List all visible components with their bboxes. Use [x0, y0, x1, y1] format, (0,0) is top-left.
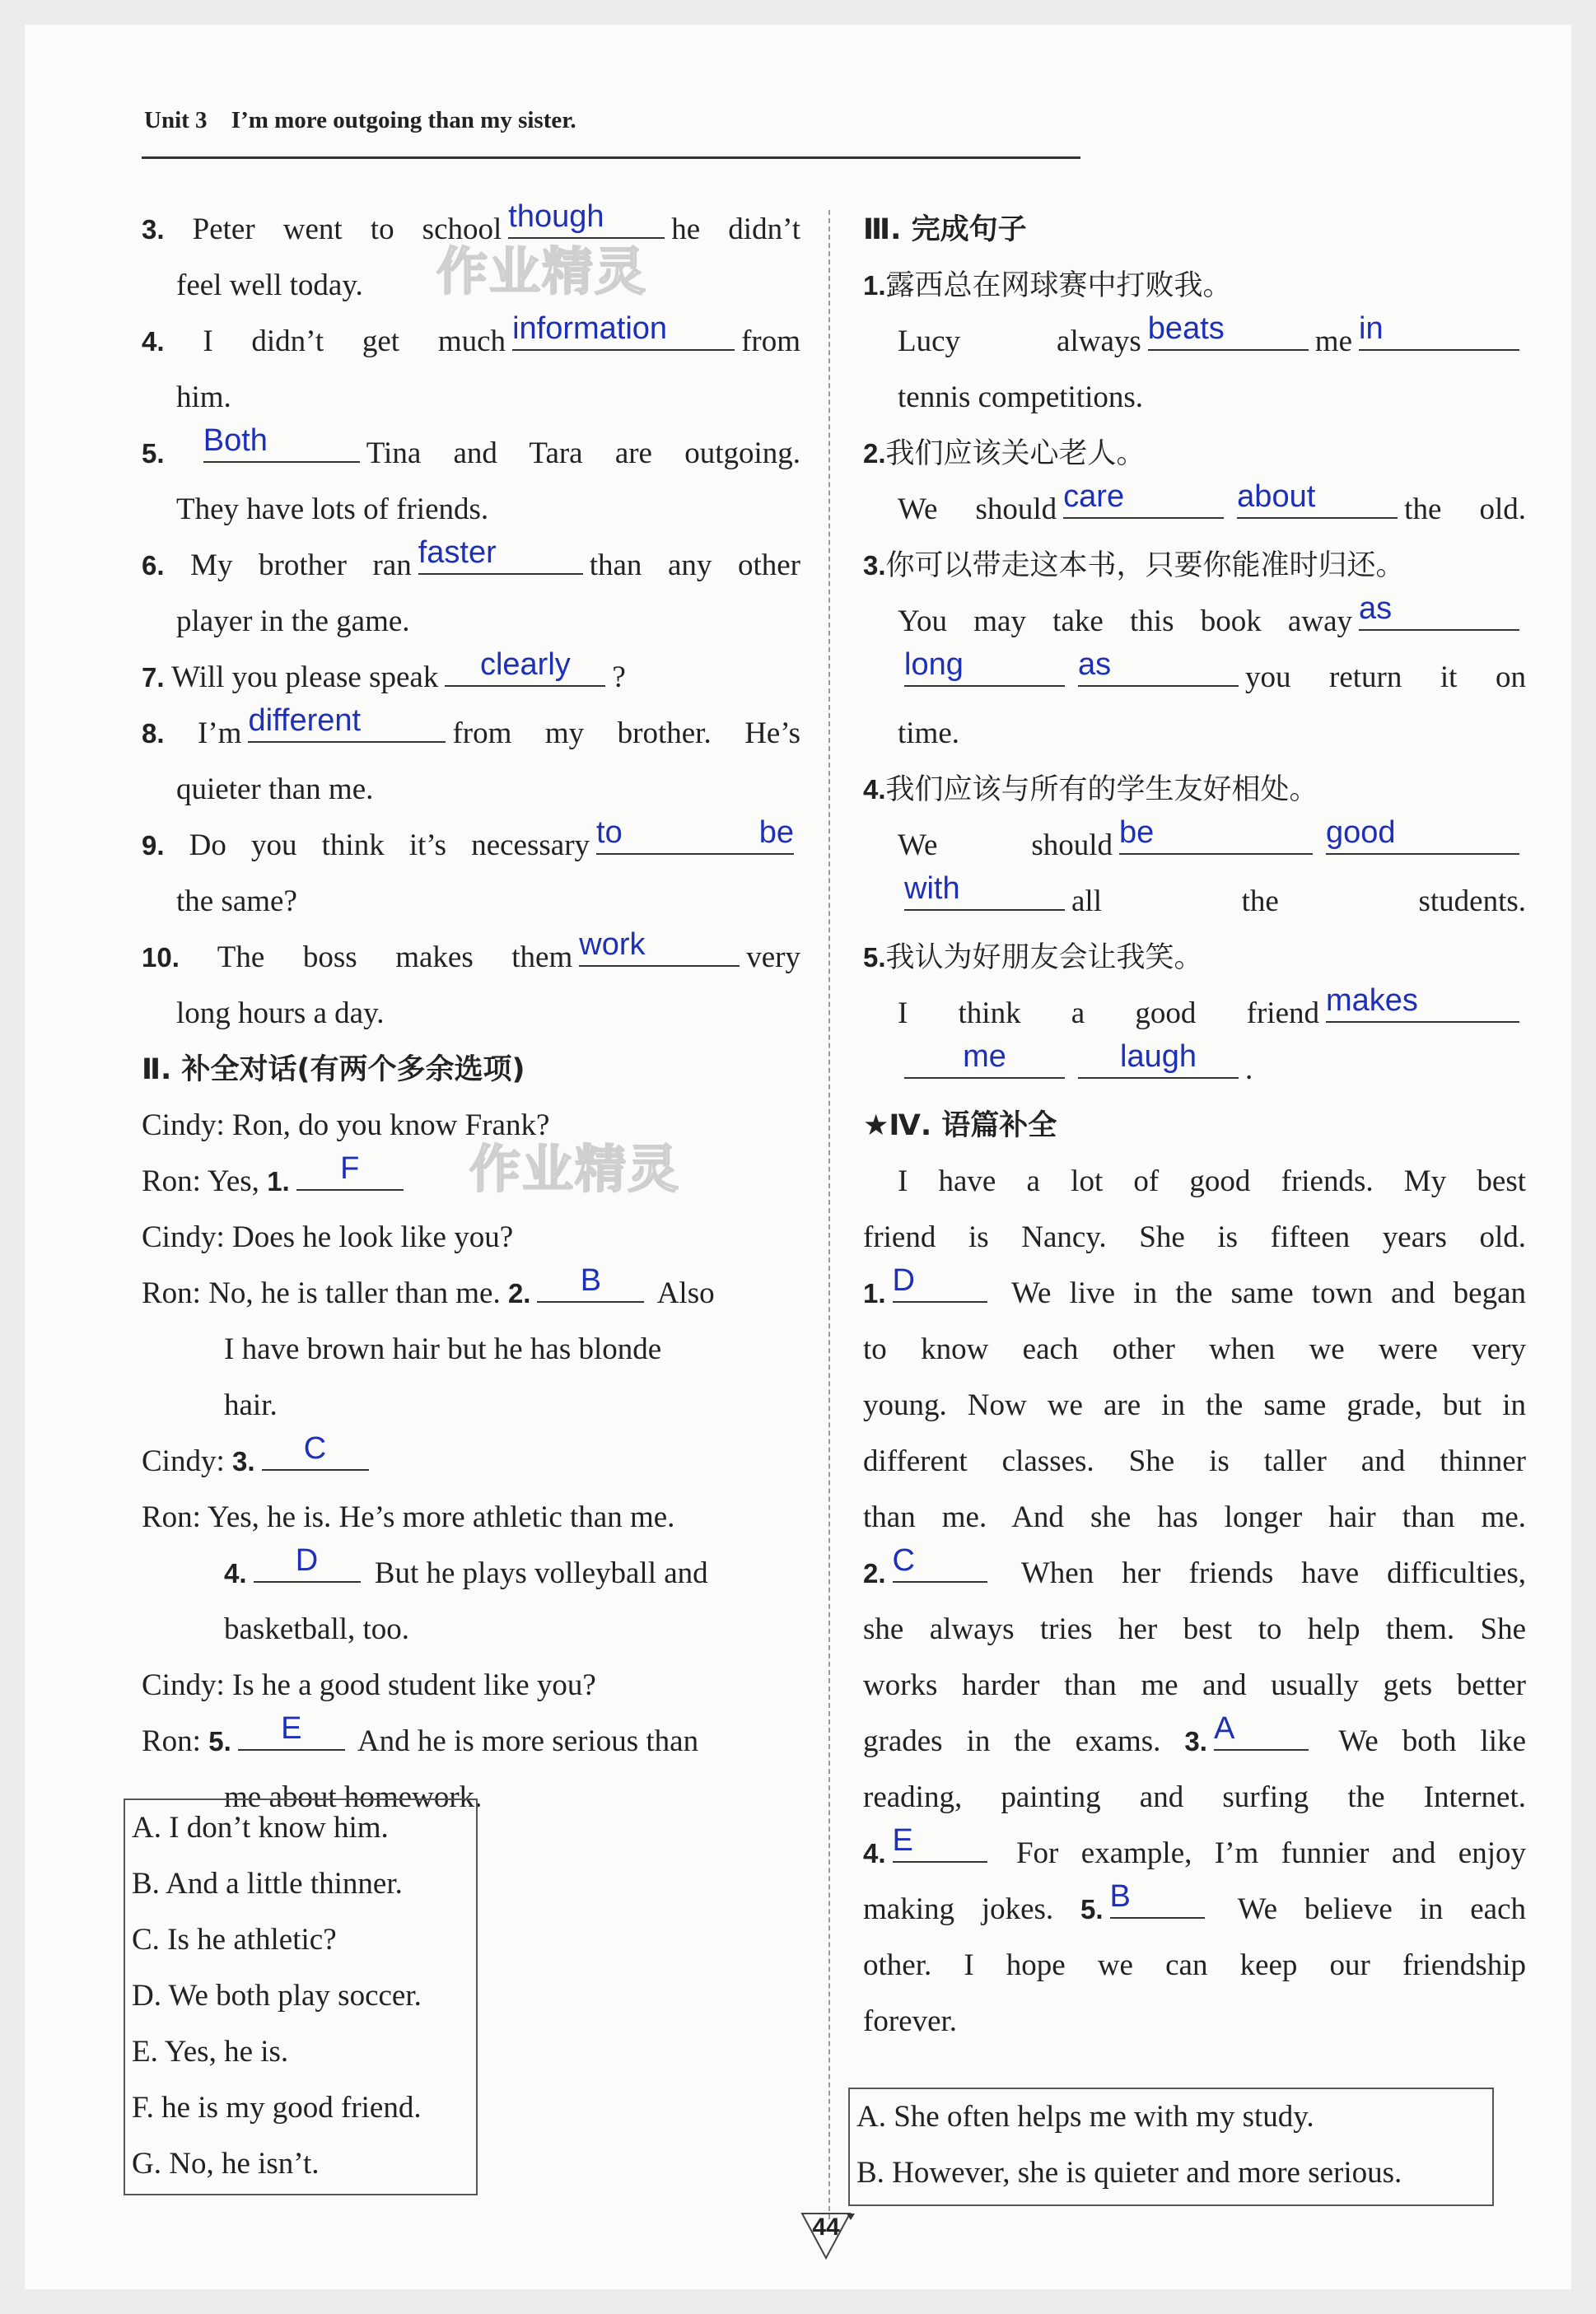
item-line — [142, 594, 800, 650]
section-4-title: ★Ⅳ. 语篇补全 — [863, 1109, 1057, 1142]
line-text: ? — [612, 660, 626, 694]
line-text: I think a good friend — [898, 996, 1319, 1030]
section-3-title: Ⅲ. 完成句子 — [863, 213, 1027, 246]
sentence-number: 5. — [863, 942, 886, 973]
answer-blank[interactable] — [904, 871, 1065, 911]
sentence-line — [863, 370, 1526, 426]
chinese-prompt: 我们应该关心老人。 — [885, 437, 1146, 470]
answer-text: as — [1078, 647, 1112, 682]
line-text: . — [1245, 1052, 1253, 1086]
line-text: Ron: No, he is taller than me. — [142, 1276, 508, 1310]
passage-line — [863, 1490, 1526, 1546]
answer-text: laugh — [1120, 1039, 1197, 1074]
line-text: Tina and Tara are outgoing. — [366, 436, 801, 470]
line-text: We both like — [1314, 1724, 1526, 1758]
line-text: Also — [651, 1276, 715, 1310]
answer-text: B — [580, 1263, 602, 1298]
answer-blank[interactable] — [418, 535, 583, 575]
answer-text: D — [295, 1543, 319, 1578]
blank-number: 2. — [863, 1558, 886, 1589]
page-number-text: 44 — [812, 2214, 840, 2241]
line-text: They have lots of friends. — [176, 492, 489, 526]
workbook-page — [25, 25, 1571, 2289]
blank-number: 2. — [507, 1278, 531, 1309]
page-header — [144, 107, 576, 134]
dialogue-line — [142, 1263, 800, 1322]
item-line — [142, 762, 800, 818]
answer-text: as — [1359, 591, 1393, 626]
line-text: Ron: Yes, he is. He’s more athletic than me. — [142, 1500, 675, 1534]
line-text: For example, I’m funnier and enjoy — [993, 1836, 1526, 1870]
dialogue-line — [142, 1098, 800, 1154]
line-text: We live in the same town and began — [993, 1276, 1526, 1310]
line-text: Ron: Yes, — [142, 1164, 268, 1198]
answer-text: clearly — [479, 647, 571, 682]
item-line — [142, 311, 800, 370]
answer-text: D — [892, 1263, 915, 1298]
chinese-prompt: 我认为好朋友会让我笑。 — [885, 941, 1203, 974]
line-text: than any other — [589, 548, 800, 582]
answer-text: be — [1119, 815, 1155, 850]
line-text: feel well today. — [176, 268, 363, 302]
item-line — [142, 986, 800, 1042]
line-text: We believe in each — [1211, 1892, 1526, 1926]
answer-blank[interactable] — [904, 647, 1065, 687]
sentence-chinese — [863, 538, 1526, 594]
line-text: to know each other when we were very — [863, 1332, 1526, 1366]
line-text: time. — [898, 716, 960, 750]
dialogue-line — [142, 1602, 800, 1658]
blank-number: 5. — [208, 1726, 231, 1756]
line-text: You may take this book away — [898, 604, 1352, 638]
answer-blank[interactable] — [238, 1711, 345, 1751]
sentence-number: 1. — [863, 270, 886, 301]
line-text: all the students. — [1071, 884, 1526, 918]
dialogue-line — [142, 1210, 800, 1266]
item-number: 3. — [142, 214, 165, 245]
answer-blank[interactable] — [508, 199, 665, 239]
page-number — [797, 2209, 855, 2266]
item-number: 7. — [142, 662, 165, 693]
passage-line — [863, 1378, 1526, 1434]
line-text: When her friends have difficulties, — [993, 1556, 1526, 1590]
dialogue-line — [142, 1151, 800, 1210]
passage-line — [863, 1938, 1526, 1994]
answer-blank[interactable] — [579, 927, 740, 967]
passage-line — [863, 1543, 1526, 1602]
passage-line — [863, 1823, 1526, 1882]
dialogue-line — [142, 1378, 800, 1434]
answer-text: Both — [203, 423, 268, 458]
item-line — [142, 874, 800, 930]
answer-text: A — [1213, 1711, 1235, 1746]
line-text: very — [746, 940, 800, 974]
answer-blank[interactable] — [254, 1543, 361, 1583]
passage-line — [863, 1879, 1526, 1938]
line-text: I have brown hair but he has blonde — [224, 1332, 662, 1366]
dialogue-line — [142, 1711, 800, 1770]
passage-line — [863, 1711, 1526, 1770]
line-text: you return it on — [1245, 660, 1526, 694]
passage-line — [863, 1263, 1526, 1322]
answer-blank[interactable] — [445, 647, 605, 687]
answer-blank[interactable] — [1063, 479, 1224, 519]
sentence-number: 3. — [863, 550, 886, 581]
answer-text: different — [248, 703, 362, 738]
line-text: from — [741, 324, 800, 358]
item-line — [142, 199, 801, 258]
answer-text: good — [1326, 815, 1396, 850]
line-text: long hours a day. — [176, 996, 385, 1030]
blank-number: 4. — [224, 1558, 247, 1589]
answer-text: long — [904, 647, 964, 682]
answer-text: to be — [596, 815, 795, 850]
sentence-completion — [863, 258, 1526, 1098]
chinese-prompt: 你可以带走这本书，只要你能准时归还。 — [885, 549, 1405, 582]
answer-text: C — [303, 1431, 327, 1466]
line-text: tennis competitions. — [898, 380, 1144, 414]
answer-text: E — [281, 1711, 302, 1746]
passage-options-box — [848, 2088, 1494, 2206]
passage-line — [863, 1770, 1526, 1826]
left-column — [142, 199, 801, 1826]
dialogue-line — [142, 1543, 800, 1602]
sentence-line — [863, 479, 1527, 538]
answer-text: in — [1359, 311, 1384, 346]
line-text: hair. — [224, 1388, 278, 1422]
item-number: 6. — [142, 550, 165, 581]
item-line — [142, 258, 800, 314]
answer-blank[interactable] — [596, 815, 795, 855]
answer-text: care — [1063, 479, 1125, 514]
answer-blank[interactable] — [1326, 983, 1519, 1023]
option-item: F. he is my good friend. — [132, 2091, 422, 2125]
line-text: Cindy: Ron, do you know Frank? — [142, 1108, 550, 1142]
answer-blank[interactable] — [537, 1263, 644, 1303]
answer-text: faster — [418, 535, 497, 570]
dialogue-options-box — [124, 1798, 478, 2195]
answer-blank[interactable] — [904, 1039, 1065, 1079]
sentence-line — [863, 647, 1526, 706]
answer-blank[interactable] — [1078, 647, 1239, 687]
dialogue-line — [142, 1431, 800, 1490]
item-number: 9. — [142, 830, 165, 861]
line-text: the old. — [1404, 492, 1527, 526]
answer-blank[interactable] — [262, 1431, 369, 1471]
line-text: We should — [898, 828, 1113, 862]
item-line — [142, 423, 801, 482]
fill-in-items — [142, 199, 801, 1042]
line-text: me — [1314, 324, 1352, 358]
passage-line — [863, 1658, 1526, 1714]
line-text: I’m — [198, 716, 242, 750]
chinese-prompt: 我们应该与所有的学生友好相处。 — [885, 773, 1318, 806]
dialogue — [142, 1098, 800, 1826]
answer-blank[interactable] — [1326, 815, 1519, 855]
line-text: friend is Nancy. She is fifteen years old. — [863, 1220, 1526, 1254]
line-text: But he plays volleyball and — [366, 1556, 708, 1590]
answer-text: B — [1109, 1879, 1131, 1914]
answer-text: though — [508, 199, 604, 234]
answer-text: F — [340, 1151, 360, 1186]
line-text: player in the game. — [176, 604, 410, 638]
answer-blank[interactable] — [1237, 479, 1398, 519]
line-text: works harder than me and usually gets better — [863, 1668, 1526, 1702]
watermark-1: 作业精灵 — [436, 241, 648, 301]
chinese-prompt: 露西总在网球赛中打败我。 — [885, 269, 1232, 302]
line-text: basketball, too. — [224, 1612, 410, 1646]
option-item: B. And a little thinner. — [132, 1867, 403, 1901]
line-text: Lucy always — [898, 324, 1141, 358]
item-number: 4. — [142, 326, 165, 357]
answer-text: makes — [1326, 983, 1418, 1018]
option-item: C. Is he athletic? — [132, 1923, 337, 1957]
item-number: 8. — [142, 718, 165, 749]
unit-title: I’m more outgoing than my sister. — [231, 107, 576, 133]
blank-number: 3. — [232, 1446, 255, 1477]
sentence-line — [863, 871, 1526, 930]
answer-blank[interactable] — [1078, 1039, 1239, 1079]
passage-line — [863, 1322, 1526, 1378]
answer-blank[interactable] — [1359, 311, 1519, 351]
item-line — [142, 703, 801, 762]
answer-text: E — [892, 1823, 913, 1858]
blank-number: 4. — [863, 1838, 886, 1868]
line-text: than me. And she has longer hair than me. — [863, 1500, 1526, 1534]
item-line — [142, 370, 800, 426]
line-text: she always tries her best to help them. She — [863, 1612, 1526, 1646]
answer-blank[interactable] — [296, 1151, 404, 1191]
line-text: the same? — [176, 884, 297, 918]
sentence-chinese — [863, 426, 1526, 482]
answer-text: work — [579, 927, 646, 962]
line-text: I didn’t get much — [203, 324, 506, 358]
sentence-chinese — [863, 258, 1526, 314]
line-text: him. — [176, 380, 231, 414]
sentence-number: 2. — [863, 438, 886, 469]
answer-blank[interactable] — [892, 1263, 987, 1303]
answer-text: with — [904, 871, 960, 906]
passage-line — [863, 1602, 1526, 1658]
line-text: reading, painting and surfing the Internet. — [863, 1780, 1526, 1814]
option-item: D. We both play soccer. — [132, 1979, 422, 2013]
sentence-line — [863, 1039, 1526, 1098]
line-text: different classes. She is taller and thinner — [863, 1444, 1526, 1478]
sentence-line — [863, 983, 1526, 1042]
item-line — [142, 815, 800, 874]
blank-number: 5. — [1080, 1894, 1104, 1924]
answer-text: beats — [1147, 311, 1225, 346]
column-divider — [828, 210, 830, 2219]
option-item: B. However, she is quieter and more serious. — [856, 2156, 1402, 2190]
answer-blank[interactable] — [1213, 1711, 1309, 1751]
option-item: A. I don’t know him. — [132, 1811, 389, 1845]
line-text: Ron: — [142, 1724, 209, 1758]
header-rule — [142, 156, 1080, 159]
answer-blank[interactable] — [892, 1543, 987, 1583]
line-text: And he is more serious than — [351, 1724, 699, 1758]
line-text: Cindy: Is he a good student like you? — [142, 1668, 596, 1702]
sentence-line — [863, 706, 1526, 762]
sentence-chinese — [863, 930, 1526, 986]
line-text: grades in the exams. — [863, 1724, 1185, 1758]
watermark-2: 作业精灵 — [469, 1139, 681, 1199]
answer-text: me — [963, 1039, 1006, 1074]
item-number: 10. — [142, 942, 180, 973]
line-text: I have a lot of good friends. My best — [898, 1164, 1526, 1198]
answer-blank[interactable] — [512, 311, 735, 351]
line-text: Peter went to school — [192, 212, 502, 246]
dialogue-line — [142, 1490, 800, 1546]
line-text: Will you please speak — [171, 660, 439, 694]
line-text: The boss makes them — [217, 940, 573, 974]
blank-number: 1. — [267, 1166, 290, 1197]
item-line — [142, 927, 800, 986]
unit-label: Unit 3 — [144, 107, 208, 133]
item-line — [142, 647, 800, 706]
line-text: Cindy: Does he look like you? — [142, 1220, 514, 1254]
passage-line — [863, 1154, 1526, 1210]
line-text: other. I hope we can keep our friendship — [863, 1948, 1526, 1982]
answer-blank[interactable] — [1359, 591, 1519, 631]
answer-blank[interactable] — [892, 1823, 987, 1863]
blank-number: 3. — [1184, 1726, 1207, 1756]
blank-number: 1. — [863, 1278, 886, 1309]
line-text: making jokes. — [863, 1892, 1081, 1926]
passage — [863, 1154, 1526, 2050]
passage-line — [863, 1434, 1526, 1490]
sentence-line — [863, 311, 1526, 370]
item-line — [142, 535, 800, 594]
line-text: young. Now we are in the same grade, but in — [863, 1388, 1526, 1422]
answer-blank[interactable] — [1119, 815, 1313, 855]
line-text: We should — [898, 492, 1057, 526]
line-text: Do you think it’s necessary — [189, 828, 590, 862]
sentence-line — [863, 591, 1526, 650]
line-text: Cindy: — [142, 1444, 232, 1478]
answer-blank[interactable] — [248, 703, 446, 743]
sentence-line — [863, 815, 1526, 874]
answer-blank[interactable] — [203, 423, 360, 463]
line-text: me about homework. — [224, 1780, 483, 1814]
line-text: quieter than me. — [176, 772, 374, 806]
line-text: he didn’t — [671, 212, 801, 246]
item-line — [142, 482, 800, 538]
right-column — [863, 202, 1526, 2050]
option-item: G. No, he isn’t. — [132, 2147, 320, 2181]
answer-text: information — [512, 311, 668, 346]
answer-blank[interactable] — [1147, 311, 1309, 351]
item-number: 5. — [142, 438, 165, 469]
option-item: A. She often helps me with my study. — [856, 2100, 1314, 2134]
answer-text: C — [892, 1543, 915, 1578]
option-item: E. Yes, he is. — [132, 2035, 289, 2069]
line-text: My brother ran — [190, 548, 412, 582]
line-text: forever. — [863, 2004, 958, 2038]
line-text: from my brother. He’s — [452, 716, 801, 750]
dialogue-line — [142, 1322, 800, 1378]
answer-text: about — [1237, 479, 1316, 514]
sentence-chinese — [863, 762, 1526, 818]
dialogue-line — [142, 1658, 800, 1714]
section-2-title: Ⅱ. 补全对话(有两个多余选项) — [142, 1053, 525, 1086]
sentence-number: 4. — [863, 774, 886, 805]
passage-line — [863, 1210, 1526, 1266]
answer-blank[interactable] — [1109, 1879, 1205, 1919]
passage-line — [863, 1994, 1526, 2050]
